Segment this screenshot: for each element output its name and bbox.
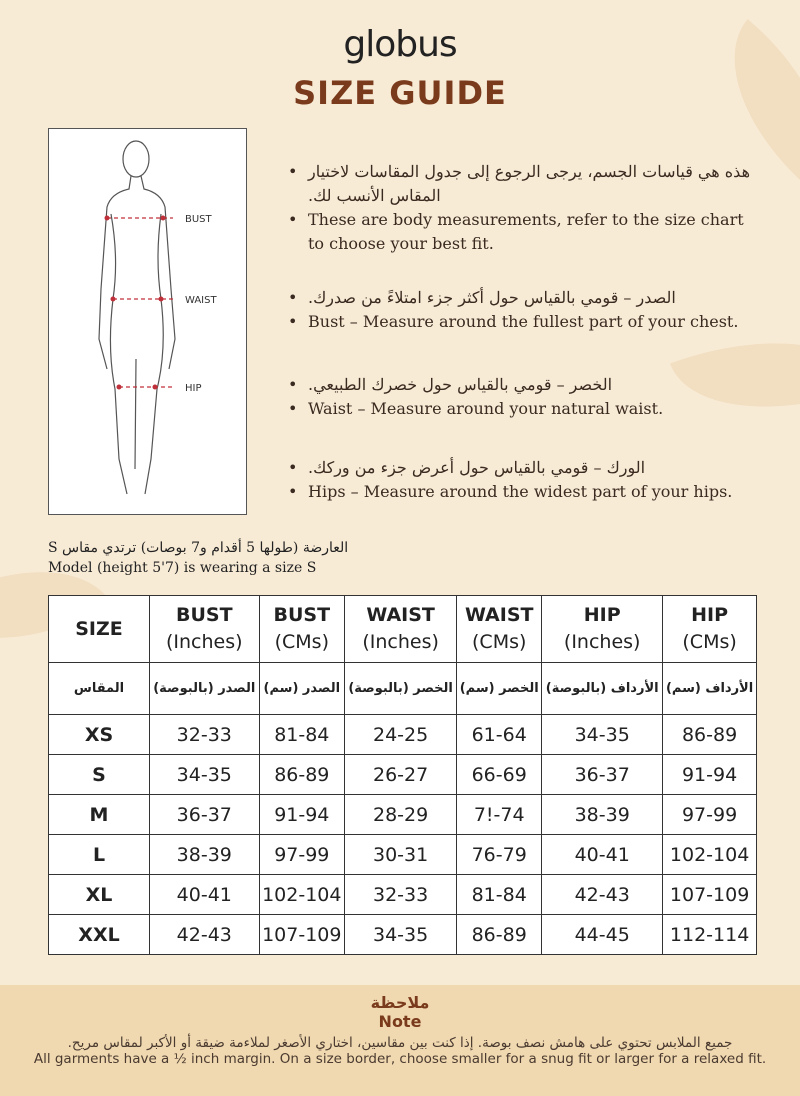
bullet-group-hips — [288, 456, 758, 504]
value-cell: 66-69 — [457, 755, 542, 795]
value-cell: 97-99 — [663, 795, 757, 835]
table-row — [49, 915, 757, 955]
value-cell: 32-33 — [150, 715, 260, 755]
value-cell: 34-35 — [345, 915, 457, 955]
header-ar: الصدر (بالبوصة) — [150, 663, 260, 715]
size-cell: XXL — [49, 915, 150, 955]
bullet-ar: • الخصر – قومي بالقياس حول خصرك الطبيعي. — [288, 373, 758, 397]
value-cell: 112-114 — [663, 915, 757, 955]
bullet-en: • Bust – Measure around the fullest part of your chest. — [288, 310, 758, 334]
header-ar: المقاس — [49, 663, 150, 715]
table-row — [49, 715, 757, 755]
value-cell: 86-89 — [663, 715, 757, 755]
value-cell: 36-37 — [542, 755, 663, 795]
header-ar: الأرداف (سم) — [663, 663, 757, 715]
value-cell: 97-99 — [259, 835, 344, 875]
bust-label: BUST — [185, 214, 212, 225]
table-row — [49, 835, 757, 875]
table-row — [49, 795, 757, 835]
value-cell: 42-43 — [542, 875, 663, 915]
page-title: SIZE GUIDE — [293, 74, 507, 112]
value-cell: 26-27 — [345, 755, 457, 795]
value-cell: 76-79 — [457, 835, 542, 875]
header-bust-cm: BUST (CMs) — [259, 596, 344, 663]
bullet-group-bust — [288, 286, 758, 334]
size-cell: L — [49, 835, 150, 875]
bullet-en: • Waist – Measure around your natural waist. — [288, 397, 758, 421]
table-row — [49, 755, 757, 795]
value-cell: 102-104 — [259, 875, 344, 915]
header-ar: الأرداف (بالبوصة) — [542, 663, 663, 715]
value-cell: 107-109 — [259, 915, 344, 955]
bullet-en: • These are body measurements, refer to the size chart to choose your best fit. — [288, 208, 758, 256]
value-cell: 102-104 — [663, 835, 757, 875]
note-title: Note — [378, 1012, 422, 1031]
body-measurement-figure — [48, 128, 247, 515]
value-cell: 34-35 — [542, 715, 663, 755]
bullet-ar: • الورك – قومي بالقياس حول أعرض جزء من وركك. — [288, 456, 758, 480]
bullet-group-waist — [288, 373, 758, 421]
header-ar: الصدر (سم) — [259, 663, 344, 715]
value-cell: 38-39 — [150, 835, 260, 875]
note-section — [0, 985, 800, 1096]
header-ar: الخصر (سم) — [457, 663, 542, 715]
value-cell: 61-64 — [457, 715, 542, 755]
value-cell: 40-41 — [150, 875, 260, 915]
model-info-en: Model (height 5'7) is wearing a size S — [48, 560, 317, 576]
bullet-en: • Hips – Measure around the widest part of your hips. — [288, 480, 758, 504]
bullet-group-general — [288, 160, 758, 256]
value-cell: 86-89 — [259, 755, 344, 795]
value-cell: 91-94 — [259, 795, 344, 835]
value-cell: 7!-74 — [457, 795, 542, 835]
size-cell: XS — [49, 715, 150, 755]
model-info-ar: العارضة (طولها 5 أقدام و7 بوصات) ترتدي مقاس S — [48, 540, 349, 556]
size-cell: XL — [49, 875, 150, 915]
header-ar: الخصر (بالبوصة) — [345, 663, 457, 715]
value-cell: 44-45 — [542, 915, 663, 955]
value-cell: 28-29 — [345, 795, 457, 835]
table-row — [49, 875, 757, 915]
size-cell: M — [49, 795, 150, 835]
value-cell: 40-41 — [542, 835, 663, 875]
value-cell: 91-94 — [663, 755, 757, 795]
header-hip-cm: HIP (CMs) — [663, 596, 757, 663]
header-waist-cm: WAIST (CMs) — [457, 596, 542, 663]
note-text-ar: جميع الملابس تحتوي على هامش نصف بوصة. إذا كنت بين مقاسين، اختاري الأصغر لملاءمة ضيقة أو الأكبر لمقاس مريح. — [67, 1035, 733, 1051]
header-size: SIZE — [49, 596, 150, 663]
value-cell: 24-25 — [345, 715, 457, 755]
waist-label: WAIST — [185, 295, 217, 306]
value-cell: 86-89 — [457, 915, 542, 955]
value-cell: 30-31 — [345, 835, 457, 875]
value-cell: 81-84 — [259, 715, 344, 755]
size-cell: S — [49, 755, 150, 795]
value-cell: 81-84 — [457, 875, 542, 915]
bullet-ar: • الصدر – قومي بالقياس حول أكثر جزء امتلاءً من صدرك. — [288, 286, 758, 310]
header-row — [49, 596, 757, 663]
header-hip-in: HIP (Inches) — [542, 596, 663, 663]
value-cell: 42-43 — [150, 915, 260, 955]
value-cell: 32-33 — [345, 875, 457, 915]
header-waist-in: WAIST (Inches) — [345, 596, 457, 663]
note-text-en: All garments have a ½ inch margin. On a size border, choose smaller for a snug fit or larger for a relaxed fit. — [33, 1051, 767, 1067]
header-row-ar — [49, 663, 757, 715]
size-chart-table — [48, 595, 757, 955]
value-cell: 36-37 — [150, 795, 260, 835]
hip-label: HIP — [185, 383, 202, 394]
brand-logo: globus — [343, 24, 457, 65]
bullet-ar: • هذه هي قياسات الجسم، يرجى الرجوع إلى جدول المقاسات لاختيار المقاس الأنسب لك. — [288, 160, 758, 208]
value-cell: 107-109 — [663, 875, 757, 915]
value-cell: 34-35 — [150, 755, 260, 795]
model-info — [48, 538, 348, 578]
header-bust-in: BUST (Inches) — [150, 596, 260, 663]
note-title-ar: ملاحظة — [370, 993, 430, 1012]
value-cell: 38-39 — [542, 795, 663, 835]
